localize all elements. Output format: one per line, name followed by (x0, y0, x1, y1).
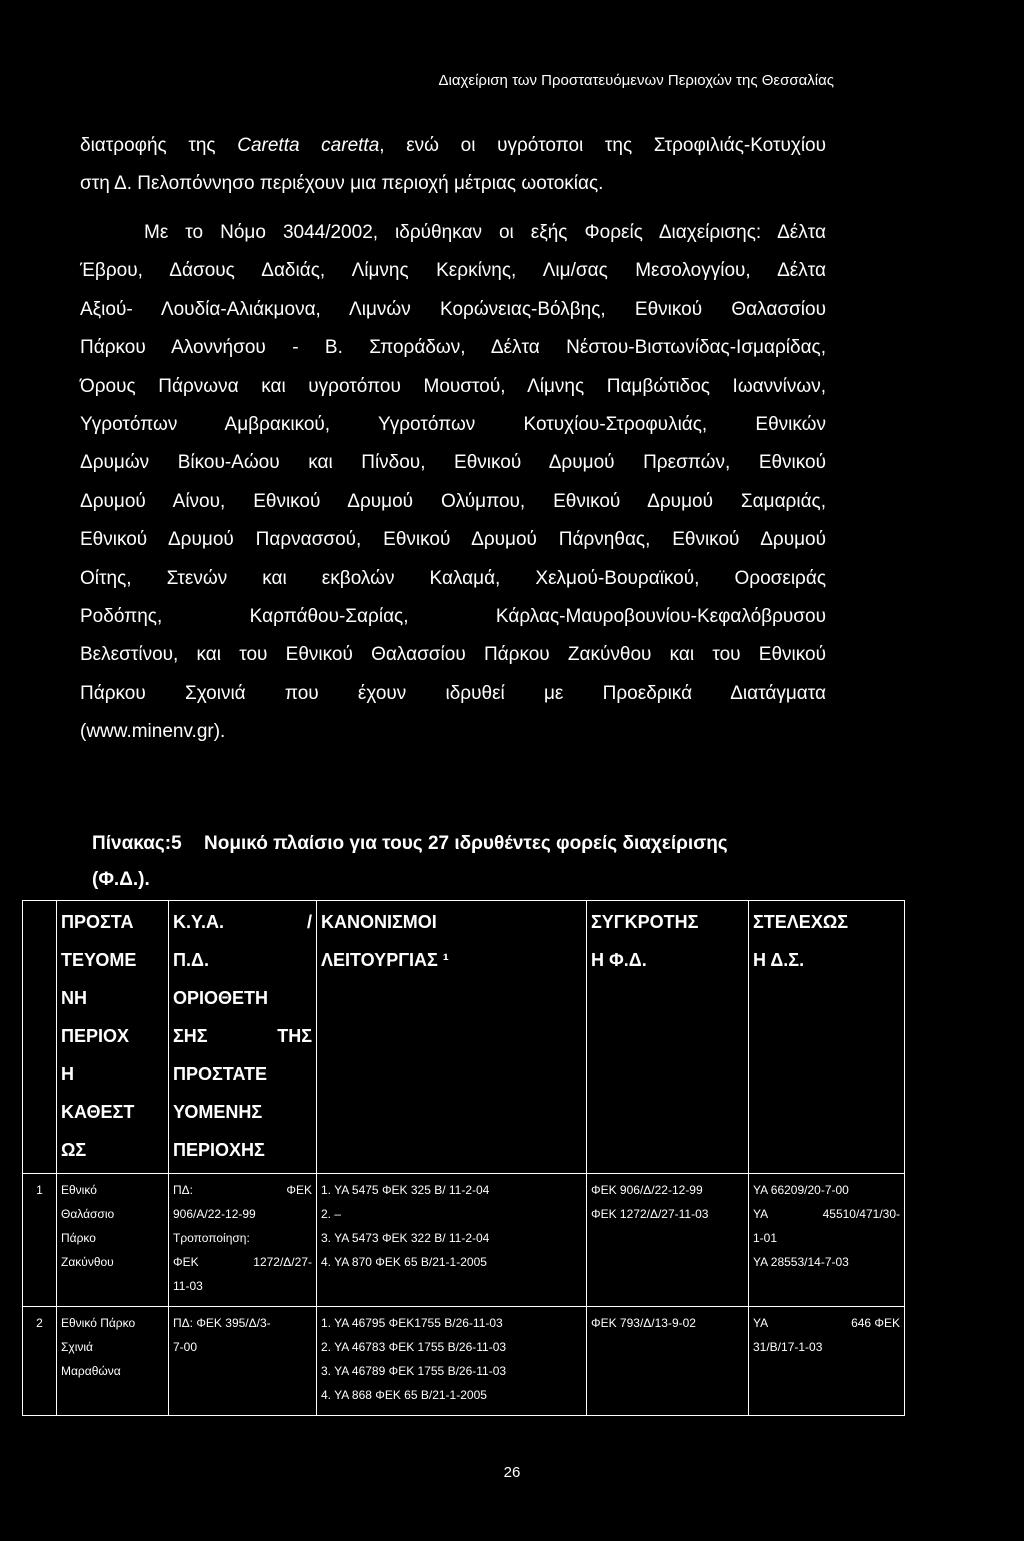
row-kya-line-part: ΠΔ: (173, 1183, 194, 1197)
body-line: Πάρκου Αλοννήσου - Β. Σποράδων, Δέλτα Νέστου-Βιστωνίδας-Ισμαρίδας, (80, 337, 826, 359)
body-line: Πάρκου Σχοινιά που έχουν ιδρυθεί με Προεδρικά Διατάγματα (80, 682, 826, 704)
row-number: 1 (23, 1174, 57, 1307)
table-caption-text: Νομικό πλαίσιο για τους 27 ιδρυθέντες φορείς διαχείρισης (204, 833, 728, 854)
header-cell-num (23, 901, 57, 1174)
header-kya-line-part: Π.Δ. (173, 950, 209, 970)
row-stelexosi-line-part: ΥΑ 28553/14-7-03 (753, 1255, 849, 1269)
row-sygkrotisi (587, 1307, 749, 1416)
row-kya (169, 1307, 317, 1416)
body-line: Με το Νόμο 3044/2002, ιδρύθηκαν οι εξής Φορείς Διαχείρισης: Δέλτα (144, 222, 826, 243)
header-area-line: ΝΗ (61, 988, 87, 1008)
table-caption (92, 826, 852, 898)
row-kya-line (173, 1250, 312, 1274)
intro-paragraph (80, 127, 826, 204)
header-kya-line (173, 941, 312, 979)
body-line: Αξιού- Λουδία-Αλιάκμονα, Λιμνών Κορώνειας-Βόλβης, Εθνικού Θαλασσίου (80, 298, 826, 320)
header-kya-line-part: ΠΡΟΣΤΑΤΕ (173, 1064, 267, 1084)
table-header-row (23, 901, 905, 1174)
row-kya-line (173, 1335, 312, 1359)
header-kya-line-part: ΤΗΣ (277, 1026, 312, 1046)
body-line: Ροδόπης, Καρπάθου-Σαρίας, Κάρλας-Μαυροβουνίου-Κεφαλόβρυσου (80, 605, 826, 627)
header-sygkrotisi-line: ΣΥΓΚΡΟΤΗΣ (591, 912, 699, 932)
row-stelexosi-line-part: 45510/471/30- (822, 1207, 900, 1221)
row-stelexosi-line (753, 1226, 900, 1250)
row-kanonismoi-line: 4. ΥΑ 868 ΦΕΚ 65 Β/21-1-2005 (321, 1388, 487, 1402)
header-area-line: ΚΑΘΕΣΤ (61, 1102, 135, 1122)
header-area-line: Η (61, 1064, 74, 1084)
row-area-line: Ζακύνθου (61, 1255, 114, 1269)
species-name: Caretta caretta (237, 135, 380, 156)
header-kya-line (173, 1055, 312, 1093)
row-stelexosi-line-part: 31/Β/17-1-03 (753, 1340, 823, 1354)
row-area-line: Εθνικό (61, 1183, 97, 1197)
row-kanonismoi-line: 3. ΥΑ 46789 ΦΕΚ 1755 Β/26-11-03 (321, 1364, 507, 1378)
row-kya (169, 1174, 317, 1307)
body-line: Βελεστίνου, και του Εθνικού Θαλασσίου Πάρκου Ζακύνθου και του Εθνικού (80, 644, 826, 666)
row-stelexosi-line-part: ΥΑ (753, 1207, 769, 1221)
row-sygkrotisi-line: ΦΕΚ 793/Δ/13-9-02 (591, 1316, 696, 1330)
header-area-line: ΠΡΟΣΤΑ (61, 912, 134, 932)
row-kya-line (173, 1311, 312, 1335)
body-line: Υγροτόπων Αμβρακικού, Υγροτόπων Κοτυχίου-Στροφυλιάς, Εθνικών (80, 413, 826, 435)
header-kanonismoi-line: ΚΑΝΟΝΙΣΜΟΙ (321, 912, 437, 932)
running-header: Διαχείριση των Προστατευόμενων Περιοχών της Θεσσαλίας (438, 72, 834, 89)
table-row (23, 1307, 905, 1416)
row-kanonismoi (317, 1307, 587, 1416)
header-area-line: ΩΣ (61, 1140, 87, 1160)
header-cell-stelexosi (749, 901, 905, 1174)
row-area (57, 1174, 169, 1307)
header-cell-area (57, 901, 169, 1174)
row-area-line: Πάρκο (61, 1231, 96, 1245)
row-kya-line-part: 11-03 (173, 1279, 203, 1293)
header-kya-line (173, 1017, 312, 1055)
row-kanonismoi-line: 4. ΥΑ 870 ΦΕΚ 65 Β/21-1-2005 (321, 1255, 487, 1269)
intro-line: διατροφής της Caretta caretta, ενώ οι υγρότοποι της Στροφιλιάς-Κοτυχίου (80, 135, 827, 156)
header-cell-kanonismoi (317, 901, 587, 1174)
row-kya-line (173, 1202, 312, 1226)
row-sygkrotisi-line: ΦΕΚ 1272/Δ/27-11-03 (591, 1207, 709, 1221)
header-kya-line (173, 903, 312, 941)
header-area-line: ΤΕΥΟΜΕ (61, 950, 137, 970)
row-kya-line-part: ΦΕΚ (173, 1255, 199, 1269)
row-stelexosi-line-part: 646 ΦΕΚ (851, 1316, 900, 1330)
row-kya-line-part: Τροποποίηση: (173, 1231, 250, 1245)
header-kya-line-part: ΣΗΣ (173, 1026, 208, 1046)
row-kya-line-part: 906/Α/22-12-99 (173, 1207, 256, 1221)
body-line: Δρυμού Αίνου, Εθνικού Δρυμού Ολύμπου, Εθνικού Δρυμού Σαμαριάς, (80, 490, 826, 512)
row-stelexosi-line-part: ΥΑ 66209/20-7-00 (753, 1183, 849, 1197)
header-kya-line-part: / (306, 912, 312, 932)
row-kanonismoi-line: 2. ΥΑ 46783 ΦΕΚ 1755 Β/26-11-03 (321, 1340, 507, 1354)
row-kanonismoi-line: 1. ΥΑ 5475 ΦΕΚ 325 Β/ 11-2-04 (321, 1183, 490, 1197)
row-kya-line-part: 7-00 (173, 1340, 198, 1354)
row-area-line: Σχινιά (61, 1340, 93, 1354)
row-stelexosi-line (753, 1250, 900, 1274)
row-stelexosi-line (753, 1311, 900, 1335)
header-area-line: ΠΕΡΙΟΧ (61, 1026, 130, 1046)
body-line: Δρυμών Βίκου-Αώου και Πίνδου, Εθνικού Δρυμού Πρεσπών, Εθνικού (80, 452, 826, 474)
row-stelexosi (749, 1307, 905, 1416)
header-kya-line (173, 979, 312, 1017)
row-kya-line-part: 1272/Δ/27- (253, 1255, 312, 1269)
body-line: Όρους Πάρνωνα και υγροτόπου Μουστού, Λίμνης Παμβώτιδος Ιωαννίνων, (80, 375, 826, 397)
row-kanonismoi-line: 1. ΥΑ 46795 ΦΕΚ1755 Β/26-11-03 (321, 1316, 503, 1330)
row-kanonismoi-line: 2. – (321, 1207, 342, 1221)
row-kya-line-part: ΦΕΚ (286, 1183, 312, 1197)
row-kanonismoi-line: 3. ΥΑ 5473 ΦΕΚ 322 Β/ 11-2-04 (321, 1231, 490, 1245)
header-cell-kya (169, 901, 317, 1174)
row-stelexosi-line-part: ΥΑ (753, 1316, 769, 1330)
header-stelexosi-line: ΣΤΕΛΕΧΩΣ (753, 912, 849, 932)
body-paragraph (80, 214, 826, 751)
body-line: Οίτης, Στενών και εκβολών Καλαμά, Χελμού-Βουραϊκού, Οροσειράς (80, 567, 826, 589)
legal-framework-table (22, 900, 905, 1416)
row-kya-line (173, 1226, 312, 1250)
header-kya-line-part: Κ.Υ.Α. (173, 912, 225, 932)
table-caption-label: Πίνακας:5 (92, 833, 182, 854)
header-kya-line (173, 1093, 312, 1131)
row-stelexosi (749, 1174, 905, 1307)
row-stelexosi-line (753, 1202, 900, 1226)
header-kanonismoi-line: ΛΕΙΤΟΥΡΓΙΑΣ ¹ (321, 950, 449, 970)
row-stelexosi-line (753, 1335, 900, 1359)
body-line: (www.minenv.gr). (80, 721, 226, 743)
header-cell-sygkrotisi (587, 901, 749, 1174)
header-kya-line (173, 1131, 312, 1169)
row-area-line: Θαλάσσιο (61, 1207, 115, 1221)
table-row (23, 1174, 905, 1307)
intro-line: στη Δ. Πελοπόννησο περιέχουν μια περιοχή μέτριας ωοτοκίας. (80, 173, 604, 195)
row-area (57, 1307, 169, 1416)
row-sygkrotisi (587, 1174, 749, 1307)
row-stelexosi-line-part: 1-01 (753, 1231, 778, 1245)
row-kanonismoi (317, 1174, 587, 1307)
row-sygkrotisi-line: ΦΕΚ 906/Δ/22-12-99 (591, 1183, 703, 1197)
header-kya-line-part: ΥΟΜΕΝΗΣ (173, 1102, 263, 1122)
header-kya-line-part: ΠΕΡΙΟΧΗΣ (173, 1140, 265, 1160)
header-kya-line-part: ΟΡΙΟΘΕΤΗ (173, 988, 269, 1008)
row-stelexosi-line (753, 1178, 900, 1202)
page-number: 26 (503, 1464, 521, 1481)
row-area-line: Μαραθώνα (61, 1364, 121, 1378)
row-kya-line-part: ΠΔ: ΦΕΚ 395/Δ/3- (173, 1316, 271, 1330)
row-kya-line (173, 1274, 312, 1298)
row-kya-line (173, 1178, 312, 1202)
row-area-line: Εθνικό Πάρκο (61, 1316, 136, 1330)
table-caption-cont: (Φ.Δ.). (92, 869, 150, 890)
header-sygkrotisi-line: Η Φ.Δ. (591, 950, 647, 970)
row-number: 2 (23, 1307, 57, 1416)
header-stelexosi-line: Η Δ.Σ. (753, 950, 805, 970)
body-line: Εθνικού Δρυμού Παρνασσού, Εθνικού Δρυμού Πάρνηθας, Εθνικού Δρυμού (80, 529, 826, 551)
body-line: Έβρου, Δάσους Δαδιάς, Λίμνης Κερκίνης, Λιμ/σας Μεσολογγίου, Δέλτα (80, 260, 826, 282)
